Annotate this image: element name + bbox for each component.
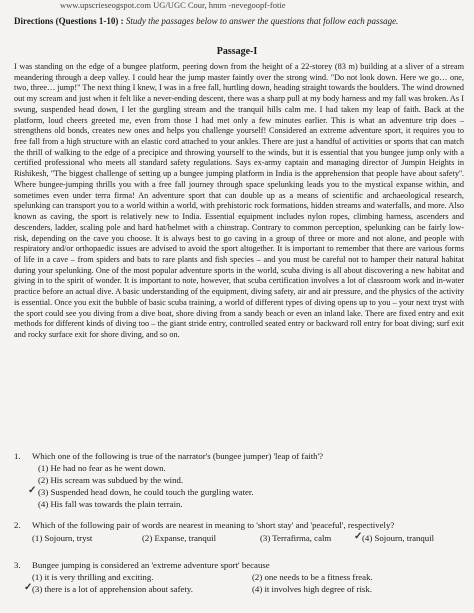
- option-3[interactable]: (3) Terrafirma, calm: [260, 533, 332, 543]
- tick-mark-icon: ✓: [24, 582, 33, 593]
- directions-label: Directions (Questions 1-10) :: [14, 16, 124, 26]
- passage-text: I was standing on the edge of a bungee platform, peering down from the height of a 22-storey (83 m) building at a sliver of a stream meandering through a deep valley. I could hear the jump master faintly over the strong wind. "Do not look down. Here we go… one, two, three… jump!" The next thing I knew, I was in a free fall, hurtling down, heading straight towards the boulders. The wind drowned out my scream and just when it felt like a never-ending descent, there was a sharp pull at my body harness and my fall was broken. As I swung, suspended head down, I let the gurgling stream and the tranquil hills calm me. I had taken my leap of faith. Back at the platform, loud cheers greeted me, even from those I had met only a few minutes earlier. This is what an adventure trip does – strengthens old bonds, creates new ones and helps you challenge yourself! Considered an extreme adventure sport, it requires you to free fall from a high structure with an elastic cord attached to your ankles. There are just a handful of activities or sports that can match the thrill of walking to the edge of a precipice and throwing yourself to the winds, but it is essential that you bungee jump only with a certified professional who meets all standard safety regulations. Says ex-army captain and managing director of Jumpin Heights in Rishikesh, ''The biggest challenge of setting up a bungee jumping platform in India is the apprehension that people have about safety''. Where bungee-jumping thrills you with a free fall journey through space spelunking leads you to the mystical expanse within, and sometimes even under terra firma! An adventure sport that can double up as a means of scientific and archaeological research, spelunking can transport you to a world within a world, with prehistoric rock formations, hidden streams and waterfalls, and more. Also known as caving, the sport is relatively new to India. Essential equipment includes nylon ropes, climbing harness, ascenders and descenders, ladder, scaling pole and hard hat/helmet with a chinstrap. Contrary to common perception, spelunking can be fairly low-risk, depending on the cave you choose. It is always best to go caving in a group of three or more and not alone, and people with respiratory and/or orthopaedic issues are advised to avoid the sport altogether. It is important to remember that there are various forms of life in a cave – from spiders and bats to rare plants and fish species – and you must be careful not to hamper their natural habitat during your spelunking. One of the most popular adventure sports in the world, scuba diving is all about discovering a new habitat and giving in to the spirit of wonder. It is important to note, however, that scuba certification involves a lot of classroom work and in-water practice before an actual dive. A basic understanding of the equipment, diving safety, air and air pressure, and the physics of the activity is essential. Once you exit the bubble of basic scuba training, a world of different types of diving opens up to you – your next tryst with the sport could see you diving from a dive boat, shore diving from a sandy beach or even an inland lake. There are fixed entry and exit methods for different kinds of diving too – the giant stride entry, controlled seated entry or backward roll entry for boat diving; surf exit and rocky surface exit for shore diving, and so on.: [14, 62, 464, 339]
- option-4[interactable]: (4) it involves high degree of risk.: [252, 584, 372, 594]
- option-1[interactable]: (1) it is very thrilling and exciting.: [32, 572, 154, 582]
- option-2[interactable]: (2) one needs to be a fitness freak.: [252, 572, 373, 582]
- question-1: [14, 451, 466, 511]
- question-3: [14, 560, 466, 600]
- passage-body: [14, 62, 464, 341]
- option-4[interactable]: (4) His fall was towards the plain terrain.: [38, 499, 183, 509]
- question-text: Bungee jumping is considered an 'extreme adventure sport' because: [32, 560, 270, 570]
- tick-mark-icon: ✓: [28, 485, 37, 496]
- directions-text: Study the passages below to answer the questions that follow each passage.: [125, 16, 399, 26]
- option-1[interactable]: (1) Sojourn, tryst: [32, 533, 93, 543]
- page-top-fragment: www.upscrieseogspot.com UG/UGC Cour, hmm -nevegoopf-fotie: [60, 0, 286, 10]
- question-number: 3.: [14, 560, 21, 570]
- question-2: [14, 520, 466, 546]
- option-2[interactable]: (2) Expanse, tranquil: [142, 533, 217, 543]
- question-number: 2.: [14, 520, 21, 530]
- option-3[interactable]: (3) Suspended head down, he could touch the gurgling water.: [38, 487, 254, 497]
- option-4[interactable]: (4) Sojourn, tranquil: [362, 533, 435, 543]
- directions: [14, 16, 398, 26]
- option-3[interactable]: (3) there is a lot of apprehension about safety.: [32, 584, 193, 594]
- question-text: Which of the following pair of words are nearest in meaning to 'short stay' and 'peaceful', respectively?: [32, 520, 395, 530]
- question-text: Which one of the following is true of the narrator's (bungee jumper) 'leap of faith'?: [32, 451, 324, 461]
- option-1[interactable]: (1) He had no fear as he went down.: [38, 463, 166, 473]
- option-2[interactable]: (2) His scream was subdued by the wind.: [38, 475, 184, 485]
- passage-title: Passage-I: [216, 46, 258, 57]
- tick-mark-icon: ✓: [354, 531, 363, 542]
- question-number: 1.: [14, 451, 21, 461]
